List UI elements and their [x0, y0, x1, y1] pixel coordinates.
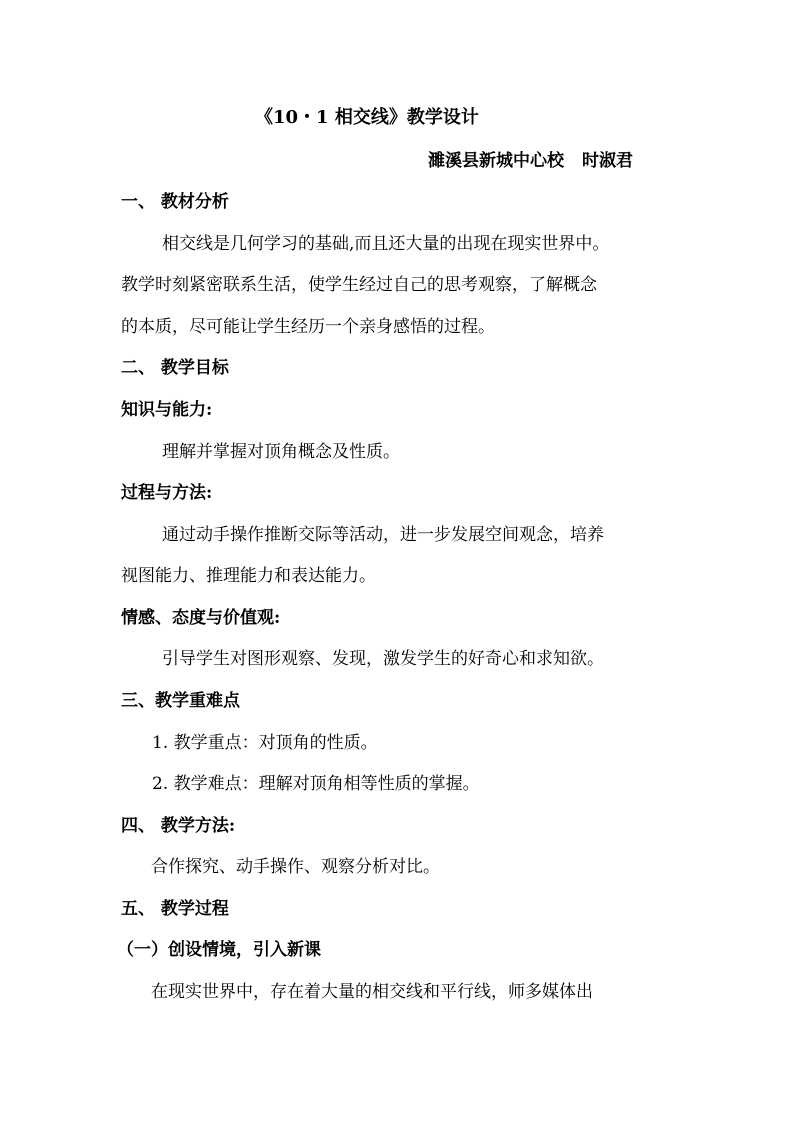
key-point-item: 1. 教学重点：对顶角的性质。: [152, 733, 378, 753]
difficult-point-item: 2. 教学难点：理解对顶角相等性质的掌握。: [152, 774, 480, 794]
document-title: 《10・1 相交线》教学设计: [255, 107, 479, 128]
process-method-line-2: 视图能力、推理能力和表达能力。: [121, 566, 376, 586]
section-2-heading: 二、 教学目标: [121, 358, 229, 378]
section-4-heading: 四、 教学方法:: [121, 816, 236, 836]
author-line: [428, 150, 633, 172]
create-situation-text: 在现实世界中，存在着大量的相交线和平行线，师多媒体出: [151, 982, 593, 1002]
process-method-line-1: 通过动手操作推断交际等活动，进一步发展空间观念，培养: [162, 525, 604, 545]
teaching-method-text: 合作探究、动手操作、观察分析对比。: [151, 857, 440, 877]
emotion-values-text: 引导学生对图形观察、发现，激发学生的好奇心和求知欲。: [162, 649, 604, 669]
knowledge-ability-text: 理解并掌握对顶角概念及性质。: [162, 442, 400, 462]
section-1-paragraph-line-2: 教学时刻紧密联系生活，使学生经过自己的思考观察，了解概念: [121, 275, 597, 295]
section-5-heading: 五、 教学过程: [121, 899, 229, 919]
subheading-emotion-values: 情感、态度与价值观:: [121, 608, 281, 628]
section-1-paragraph-line-1: 相交线是几何学习的基础,而且还大量的出现在现实世界中。: [162, 234, 610, 254]
section-1-heading: 一、 教材分析: [121, 192, 229, 212]
subheading-process-method: 过程与方法:: [121, 483, 213, 503]
section-3-heading: 三、教学重难点: [121, 691, 240, 711]
subheading-create-situation: （一）创设情境，引入新课: [117, 940, 321, 960]
subheading-knowledge-ability: 知识与能力:: [121, 400, 213, 420]
author-school: 濉溪县新城中心校: [428, 151, 564, 171]
section-1-paragraph-line-3: 的本质，尽可能让学生经历一个亲身感悟的过程。: [121, 317, 495, 337]
author-name: 时淑君: [582, 151, 633, 171]
